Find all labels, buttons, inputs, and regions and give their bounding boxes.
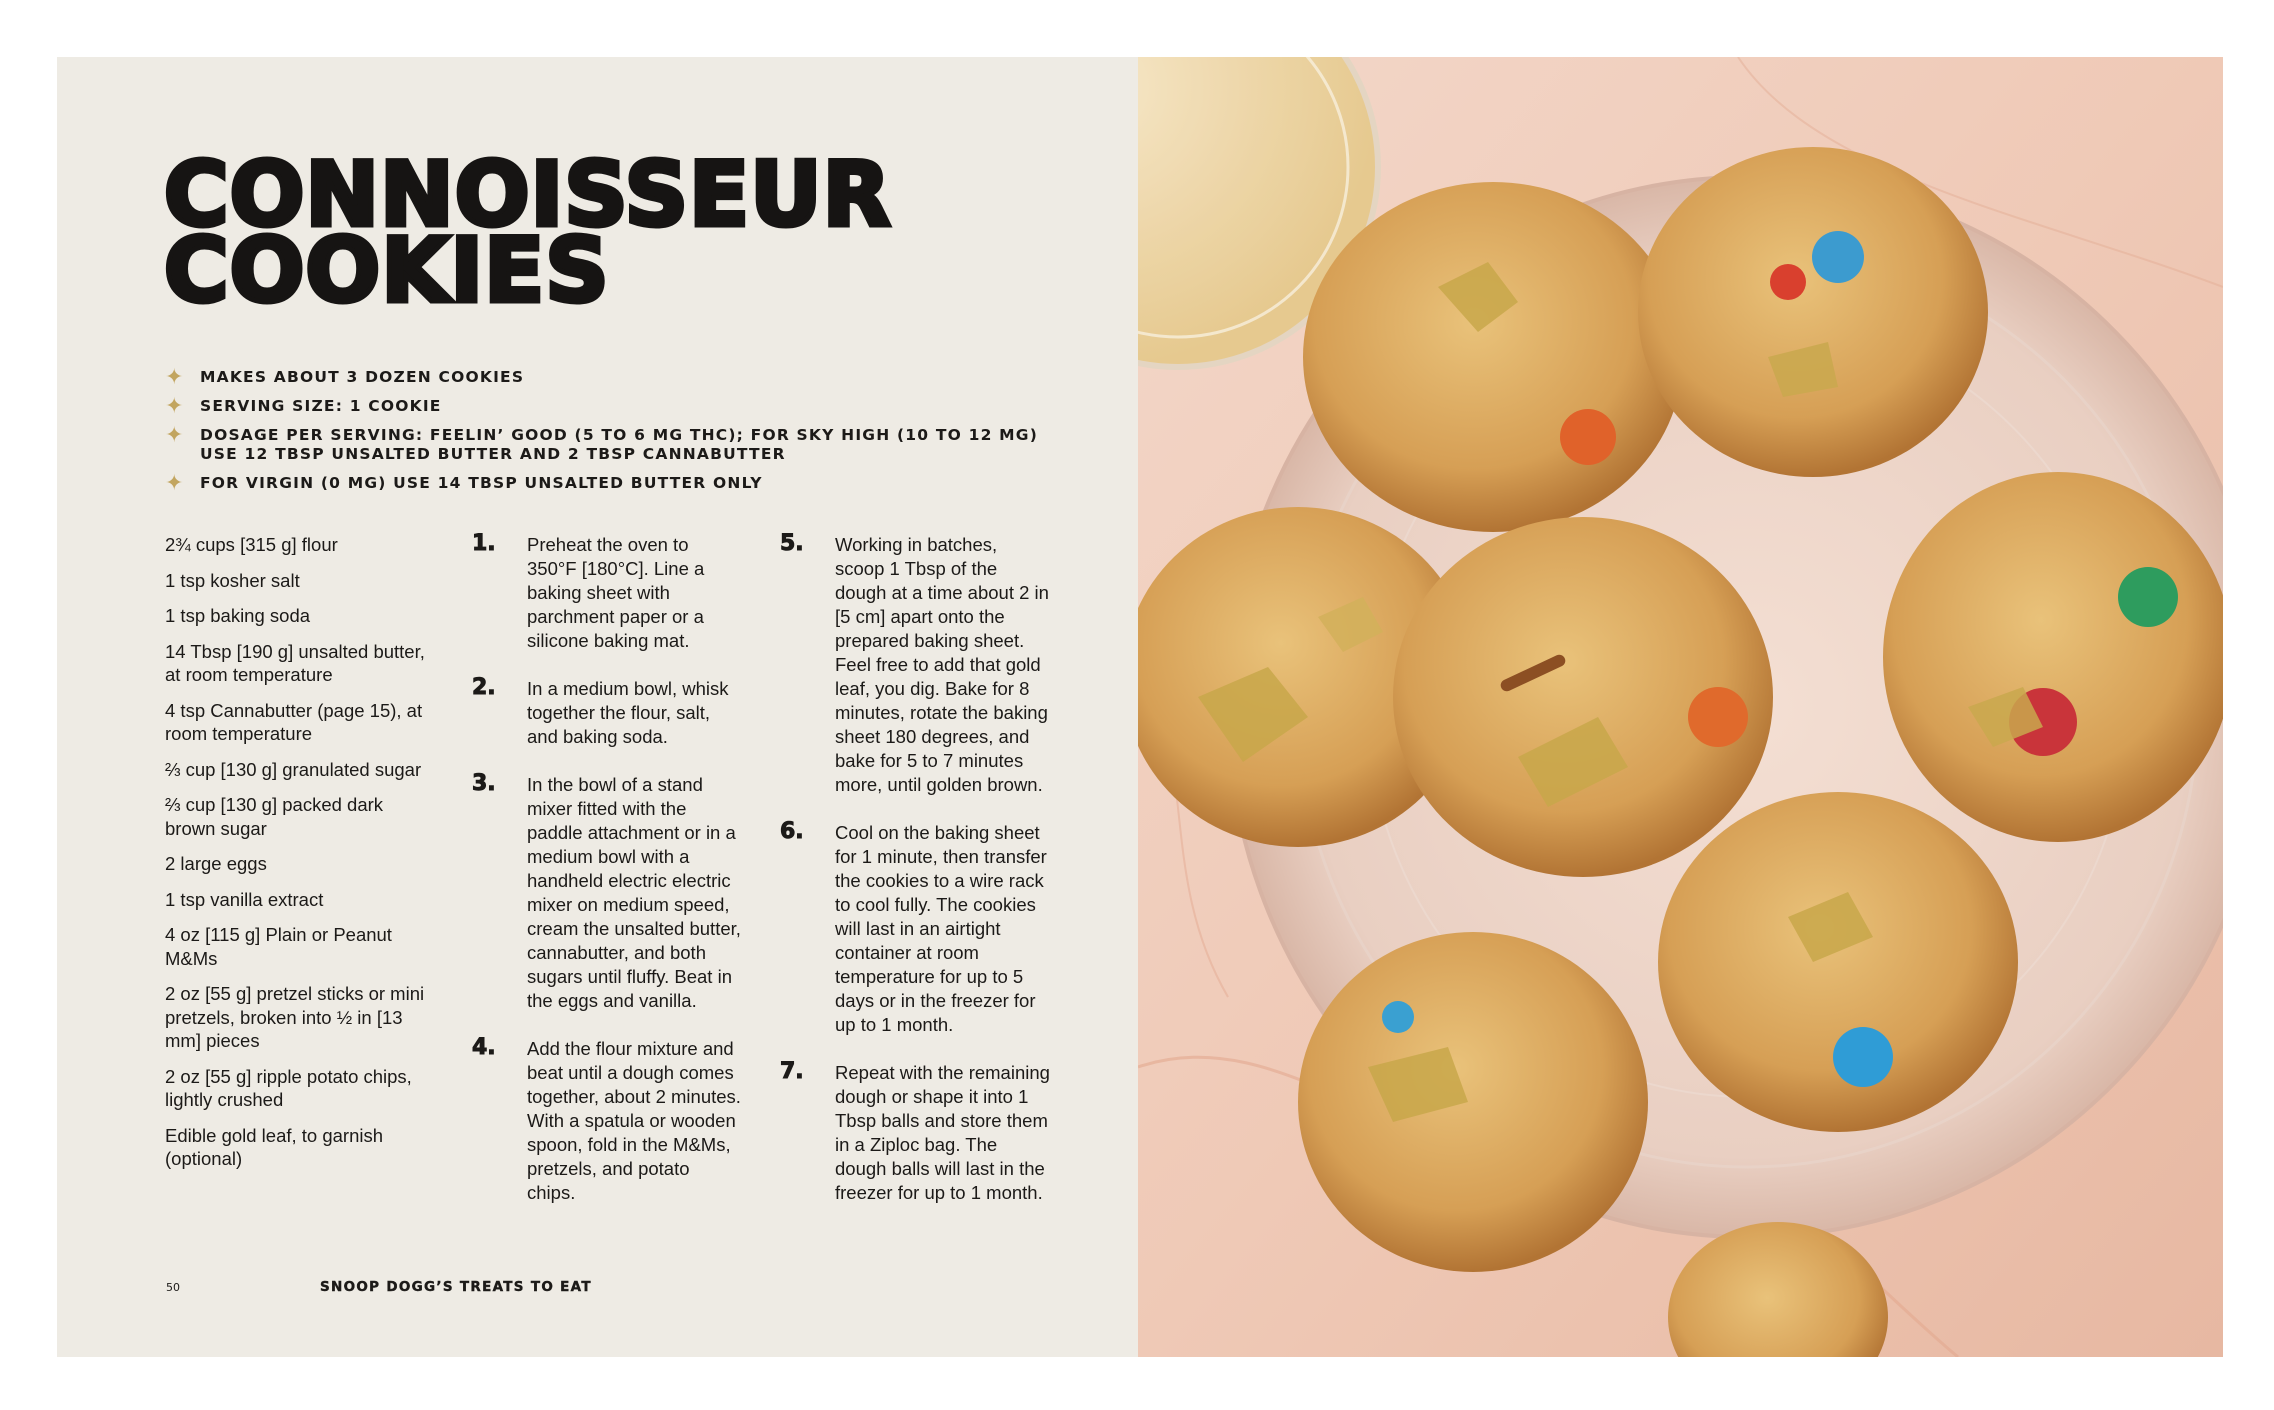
step-text: Add the flour mixture and beat until a dough comes together, about 2 minutes. With a spatula or wooden spoon, fold in the M&Ms, pretzels, and potato chips.: [527, 1038, 741, 1203]
spec-item: [165, 471, 1065, 496]
title-line-2: COOKIES: [164, 219, 610, 322]
spec-item: [165, 365, 1065, 390]
spec-text: SERVING SIZE: 1 COOKIE: [200, 397, 442, 415]
method-step: [472, 1037, 742, 1205]
step-number: 5.: [780, 531, 804, 556]
spec-item: [165, 394, 1065, 419]
recipe-title: [164, 143, 892, 322]
cookie-6: [1658, 792, 2018, 1132]
running-head: SNOOP DOGG’S TREATS TO EAT: [320, 1279, 592, 1295]
ingredient-item: 14 Tbsp [190 g] unsalted butter, at room temperature: [165, 640, 425, 685]
star-bullet-icon: ✦: [165, 365, 184, 390]
method-steps-column-1: [472, 533, 742, 1229]
ingredients-list: [165, 533, 425, 1183]
cookie-photo: [1138, 57, 2223, 1357]
method-step: [780, 821, 1050, 1037]
page-number: 50: [166, 1281, 180, 1294]
method-step: [472, 773, 742, 1013]
ingredient-item: 2¾ cups [315 g] flour: [165, 534, 338, 555]
ingredient-item: 4 tsp Cannabutter (page 15), at room temperature: [165, 699, 423, 744]
star-bullet-icon: ✦: [165, 471, 184, 496]
method-step: [780, 1061, 1050, 1205]
star-bullet-icon: ✦: [165, 394, 184, 419]
star-bullet-icon: ✦: [165, 423, 184, 448]
step-number: 4.: [472, 1035, 496, 1060]
cookie-4: [1393, 517, 1773, 877]
ingredient-item: 4 oz [115 g] Plain or Peanut M&Ms: [165, 924, 392, 969]
ingredient-item: ⅔ cup [130 g] granulated sugar: [165, 758, 422, 780]
ingredient-item: 2 large eggs: [165, 853, 267, 874]
cookie-1: [1303, 182, 1683, 532]
spec-text: DOSAGE PER SERVING: FEELIN’ GOOD (5 TO 6 MG THC); FOR SKY HIGH (10 TO 12 MG) USE 12 TBSP UNSALTED BUTTER AND 2 TBSP CANNABUTTER: [200, 426, 1038, 463]
ingredient-item: 1 tsp kosher salt: [165, 569, 300, 591]
cookie-photo-page: [1138, 57, 2223, 1357]
step-number: 7.: [780, 1059, 804, 1084]
recipe-specs-list: [165, 365, 1065, 503]
ingredient-item: 1 tsp baking soda: [165, 605, 311, 626]
step-number: 1.: [472, 531, 496, 556]
step-text: Repeat with the remaining dough or shape it into 1 Tbsp balls and store them in a Ziploc bag. The dough balls will last in the freezer for up to 1 month.: [835, 1062, 1050, 1203]
step-number: 6.: [780, 819, 804, 844]
step-text: In a medium bowl, whisk together the flour, salt, and baking soda.: [527, 678, 729, 747]
spec-item: [165, 423, 1065, 464]
book-spread: [57, 57, 2223, 1357]
ingredient-item: 2 oz [55 g] pretzel sticks or mini pretzels, broken into ½ in [13 mm] pieces: [165, 983, 425, 1051]
step-text: Preheat the oven to 350°F [180°C]. Line a baking sheet with parchment paper or a silicone baking mat.: [527, 534, 705, 651]
method-step: [780, 533, 1050, 797]
left-page: [57, 57, 1138, 1357]
ingredient-item: 1 tsp vanilla extract: [165, 888, 324, 910]
step-number: 2.: [472, 675, 496, 700]
ingredient-item: ⅔ cup [130 g] packed dark brown sugar: [165, 794, 384, 839]
ingredient-item: 2 oz [55 g] ripple potato chips, lightly crushed: [165, 1065, 412, 1110]
method-steps-column-2: [780, 533, 1050, 1229]
ingredient-item: Edible gold leaf, to garnish (optional): [165, 1124, 384, 1169]
step-text: Working in batches, scoop 1 Tbsp of the dough at a time about 2 in [5 cm] apart onto the prepared baking sheet. Feel free to add that gold leaf, you dig. Bake for 8 minutes, rotate the baking sheet 180 degrees, and bake for 5 to 7 minutes more, until golden brown.: [835, 534, 1049, 795]
method-step: [472, 677, 742, 749]
cookie-7: [1298, 932, 1648, 1272]
method-step: [472, 533, 742, 653]
spec-text: FOR VIRGIN (0 MG) USE 14 TBSP UNSALTED BUTTER ONLY: [200, 474, 763, 492]
step-text: In the bowl of a stand mixer fitted with the paddle attachment or in a medium bowl with a handheld electric electric mixer on medium speed, cream the unsalted butter, cannabutter, and both sugars until fluffy. Beat in the eggs and vanilla.: [527, 774, 741, 1011]
step-text: Cool on the baking sheet for 1 minute, then transfer the cookies to a wire rack to cool fully. The cookies will last in an airtight container at room temperature for up to 5 days or in the freezer for up to 1 month.: [835, 822, 1047, 1035]
spec-text: MAKES ABOUT 3 DOZEN COOKIES: [200, 368, 525, 386]
cookie-5: [1883, 472, 2223, 842]
title-line-1: CONNOISSEUR: [164, 143, 892, 246]
cookie-2: [1638, 147, 1988, 477]
step-number: 3.: [472, 771, 496, 796]
